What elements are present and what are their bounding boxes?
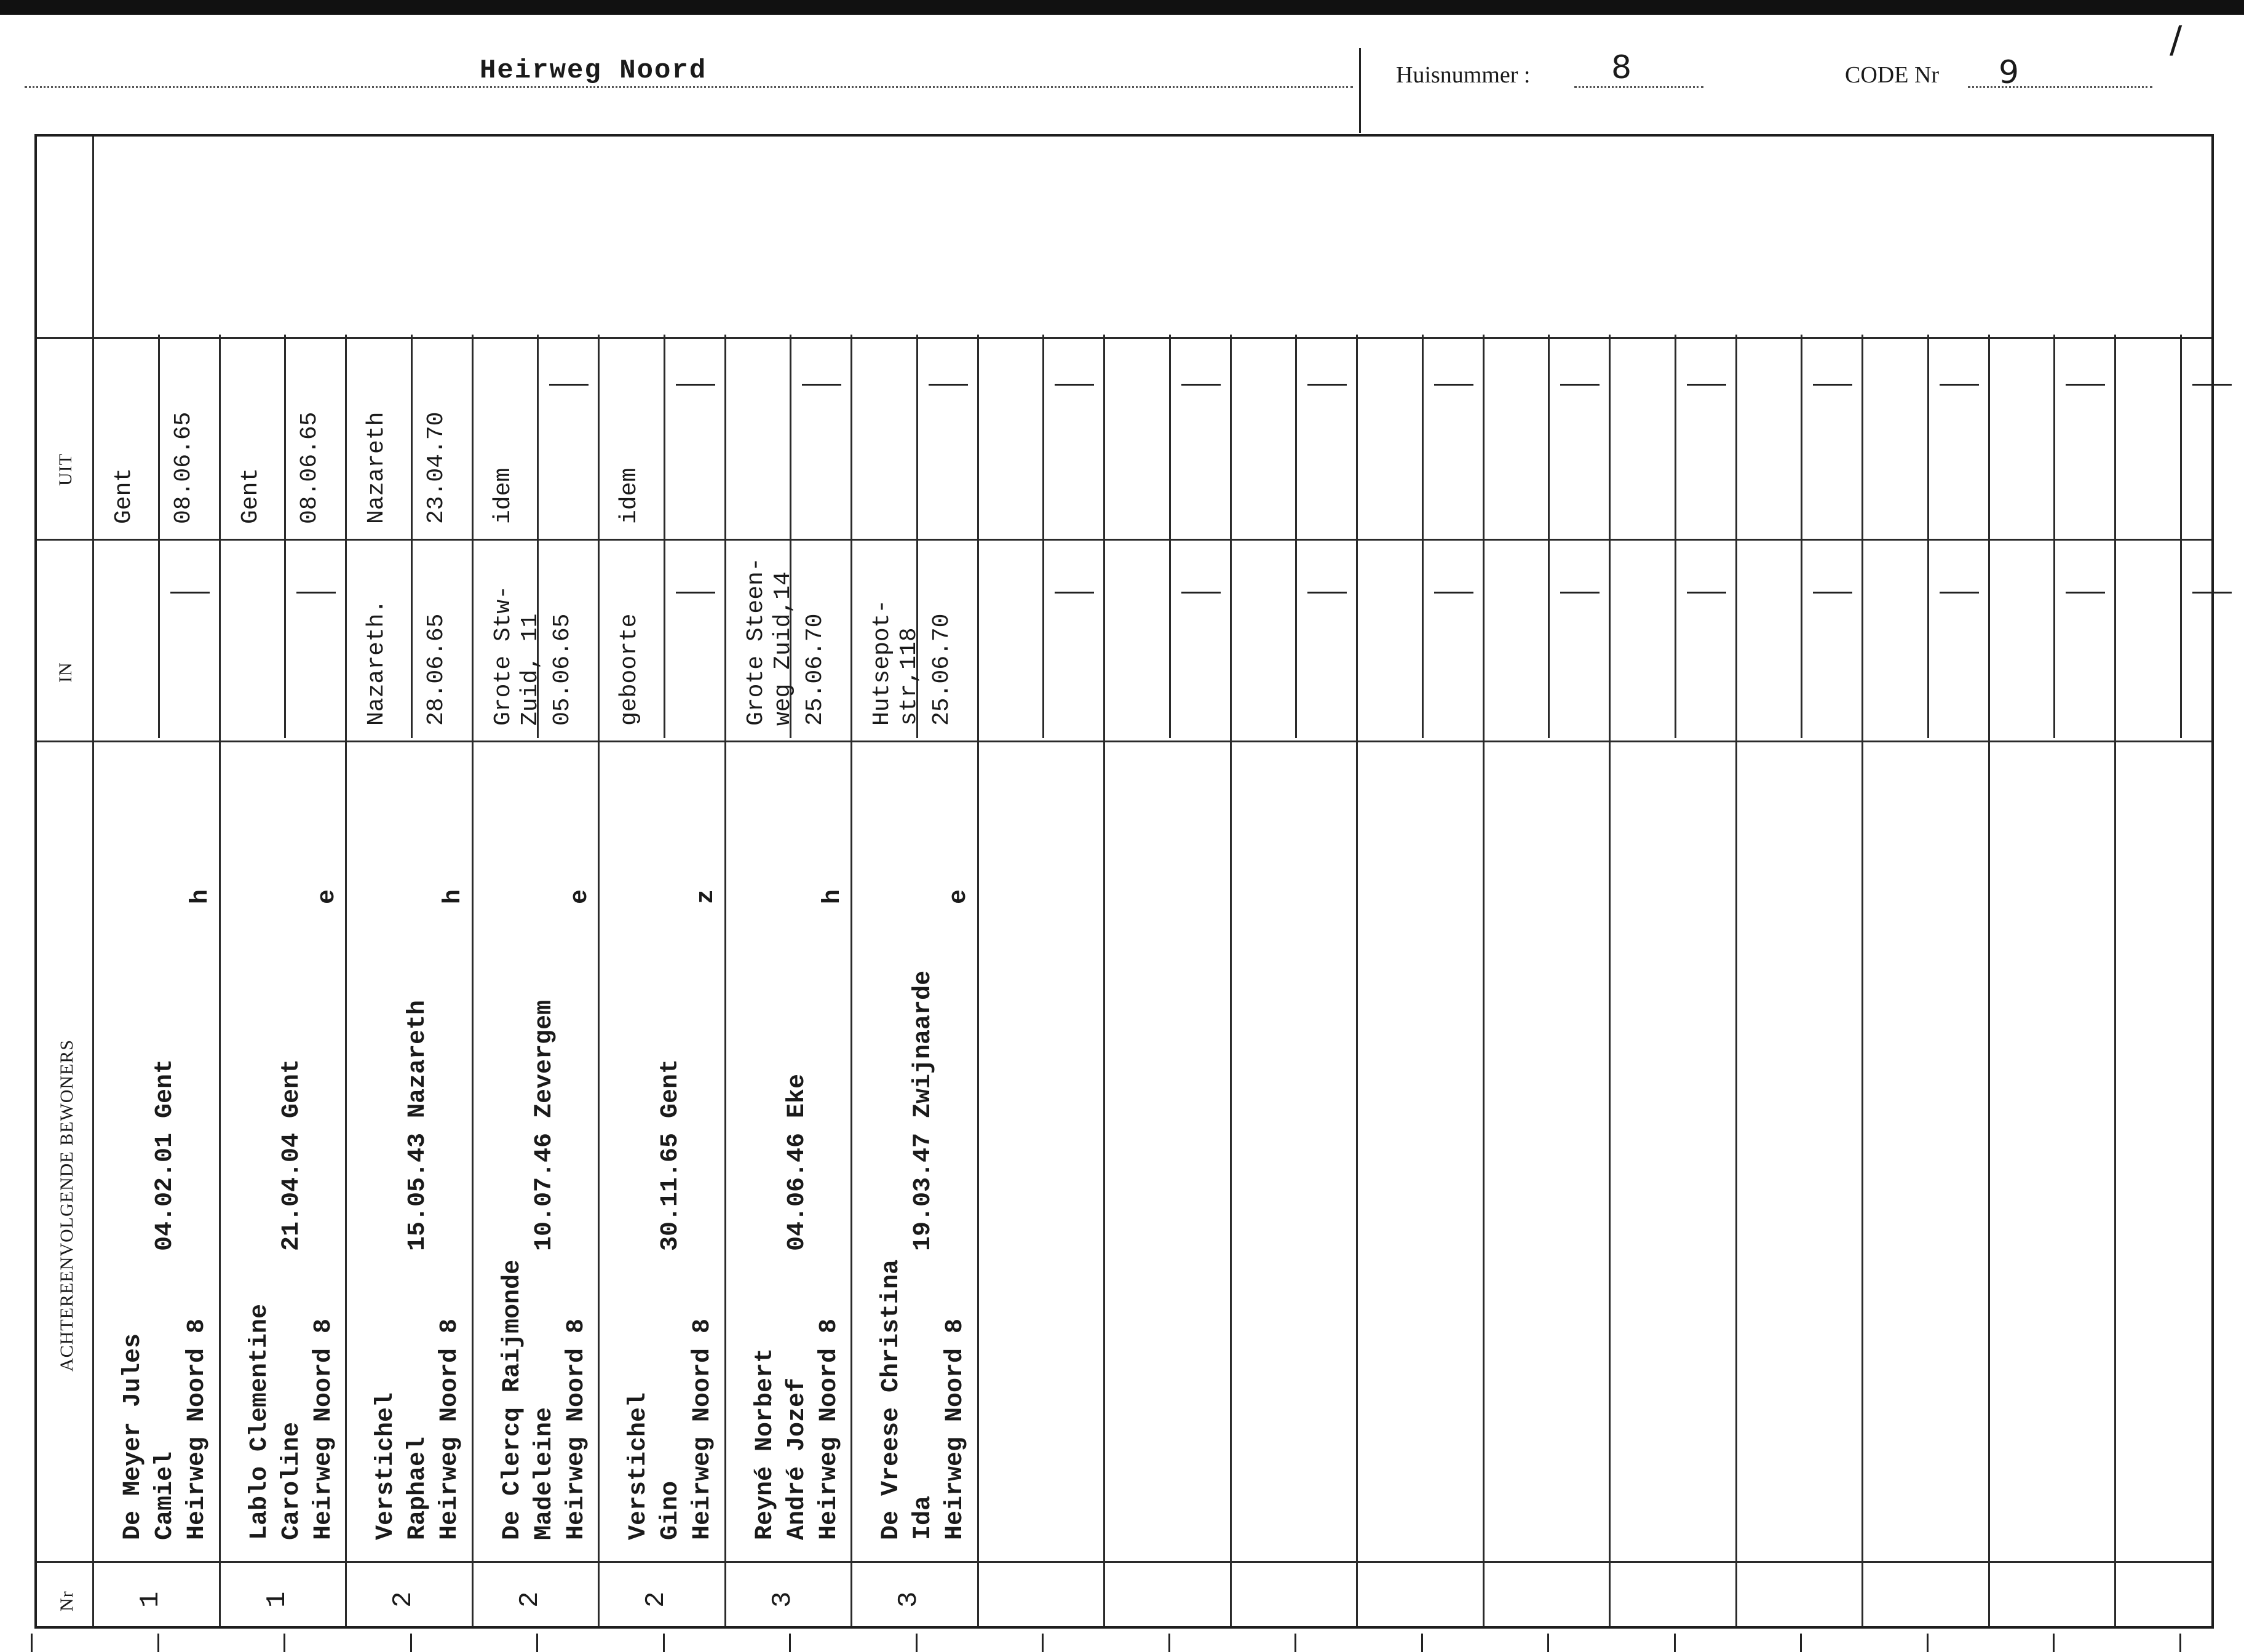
- bottom-tick: [2179, 1634, 2181, 1652]
- date-subcolumn-divider: [1801, 335, 1802, 738]
- bottom-tick: [1800, 1634, 1802, 1652]
- resident-firstname: Camiel: [151, 1451, 179, 1540]
- uit-empty-dash: [1181, 384, 1221, 386]
- bottom-tick: [1168, 1634, 1170, 1652]
- uit-empty-dash: [2066, 384, 2105, 386]
- uit-empty-dash: [1687, 384, 1726, 386]
- column-divider: [1103, 335, 1105, 1626]
- code-label: CODE Nr: [1845, 62, 1940, 88]
- resident-name: Verstichel: [372, 1392, 400, 1540]
- column-divider: [472, 335, 474, 1626]
- entry-number: 3: [767, 1591, 798, 1608]
- in-empty-dash: [1813, 592, 1852, 594]
- header-divider: [1359, 48, 1361, 133]
- street-name: Heirweg Noord: [480, 55, 707, 86]
- resident-mark: h: [819, 889, 847, 904]
- in-empty-dash: [676, 592, 715, 594]
- entry-number: 2: [514, 1591, 545, 1608]
- in-origin: Zuid, 11: [517, 613, 544, 726]
- resident-mark: e: [566, 889, 594, 904]
- bottom-tick: [1674, 1634, 1676, 1652]
- in-empty-dash: [1940, 592, 1979, 594]
- column-divider: [2114, 335, 2116, 1626]
- resident-mark: e: [945, 889, 973, 904]
- in-origin: Grote Steen-: [742, 557, 769, 726]
- date-subcolumn-divider: [284, 335, 286, 738]
- date-subcolumn-divider: [2053, 335, 2055, 738]
- uit-empty-dash: [1560, 384, 1600, 386]
- entry-number: 2: [388, 1591, 419, 1608]
- column-divider: [1988, 335, 1990, 1626]
- bottom-tick: [1927, 1634, 1929, 1652]
- in-empty-dash: [2192, 592, 2232, 594]
- entry-number: 2: [641, 1591, 672, 1608]
- date-subcolumn-divider: [1295, 335, 1297, 738]
- code-dotted-line: [1968, 86, 2152, 88]
- in-date: 05.06.65: [549, 613, 576, 726]
- resident-mark: e: [313, 889, 341, 904]
- resident-address: Heirweg Noord 8: [689, 1318, 716, 1540]
- uit-destination: Gent: [237, 467, 264, 524]
- resident-birth: 10.07.46 Zevergem: [530, 999, 558, 1251]
- in-empty-dash: [1307, 592, 1347, 594]
- in-empty-dash: [296, 592, 336, 594]
- resident-firstname: Ida: [910, 1495, 937, 1540]
- bottom-tick: [663, 1634, 665, 1652]
- column-divider: [724, 335, 726, 1626]
- resident-address: Heirweg Noord 8: [436, 1318, 464, 1540]
- in-empty-dash: [1687, 592, 1726, 594]
- date-subcolumn-divider: [664, 335, 665, 738]
- date-subcolumn-divider: [1675, 335, 1676, 738]
- huisnummer-dotted-line: [1574, 86, 1703, 88]
- bottom-tick: [1042, 1634, 1044, 1652]
- entry-number: 1: [261, 1591, 293, 1608]
- column-divider: [850, 335, 852, 1626]
- uit-date: 08.06.65: [296, 411, 323, 524]
- huisnummer-label: Huisnummer :: [1396, 62, 1531, 88]
- in-origin: Hutsepot-: [869, 599, 895, 726]
- column-divider: [1861, 335, 1863, 1626]
- column-divider: [977, 335, 979, 1626]
- column-divider: [1735, 335, 1737, 1626]
- uit-date: 23.04.70: [422, 411, 450, 524]
- bottom-tick: [1294, 1634, 1296, 1652]
- resident-name: Verstichel: [625, 1392, 652, 1540]
- bottom-tick: [410, 1634, 412, 1652]
- date-subcolumn-divider: [2180, 335, 2182, 738]
- in-empty-dash: [1055, 592, 1094, 594]
- resident-name: Reyné Norbert: [751, 1348, 779, 1540]
- in-origin: str,118: [896, 627, 922, 726]
- resident-name: De Clercq Raijmonde: [498, 1259, 526, 1540]
- column-divider: [1356, 335, 1358, 1626]
- in-empty-dash: [170, 592, 210, 594]
- bottom-tick: [283, 1634, 285, 1652]
- column-divider: [219, 335, 221, 1626]
- bottom-tick: [157, 1634, 159, 1652]
- entry-number: 3: [894, 1591, 924, 1608]
- uit-empty-dash: [1055, 384, 1094, 386]
- resident-birth: 21.04.04 Gent: [277, 1058, 306, 1251]
- resident-firstname: Gino: [657, 1480, 684, 1540]
- uit-date: 08.06.65: [170, 411, 197, 524]
- uit-label: UIT: [55, 453, 76, 486]
- resident-firstname: Raphael: [404, 1436, 432, 1540]
- in-date: 25.06.70: [928, 613, 955, 726]
- in-origin: Grote Stw-: [490, 585, 517, 726]
- resident-mark: h: [440, 889, 467, 904]
- bottom-tick: [31, 1634, 33, 1652]
- date-subcolumn-divider: [1169, 335, 1171, 738]
- date-subcolumn-divider: [158, 335, 160, 738]
- scan-top-edge: [0, 0, 2244, 15]
- column-divider: [1609, 335, 1611, 1626]
- in-label: IN: [55, 662, 76, 683]
- label-column-divider: [92, 137, 94, 1626]
- resident-address: Heirweg Noord 8: [562, 1318, 590, 1540]
- resident-birth: 04.06.46 Eke: [783, 1073, 811, 1251]
- resident-name: De Vreese Christina: [878, 1259, 905, 1540]
- uit-destination: idem: [490, 467, 517, 524]
- uit-destination: Gent: [111, 467, 137, 524]
- in-empty-dash: [1434, 592, 1473, 594]
- resident-birth: 04.02.01 Gent: [151, 1058, 179, 1251]
- column-divider: [598, 335, 600, 1626]
- street-dotted-line: [25, 86, 1353, 88]
- date-subcolumn-divider: [411, 335, 413, 738]
- resident-firstname: Madeleine: [530, 1407, 558, 1540]
- uit-empty-dash: [1434, 384, 1473, 386]
- in-origin: Nazareth.: [363, 599, 390, 726]
- resident-mark: z: [692, 889, 720, 904]
- resident-address: Heirweg Noord 8: [942, 1318, 969, 1540]
- uit-empty-dash: [1813, 384, 1852, 386]
- bottom-tick: [536, 1634, 538, 1652]
- resident-name: De Meyer Jules: [119, 1333, 147, 1540]
- residents-register-table: [34, 134, 2214, 1629]
- uit-empty-dash: [1307, 384, 1347, 386]
- uit-in-line: [37, 539, 2211, 541]
- date-subcolumn-divider: [1042, 335, 1044, 738]
- nr-label: Nr: [57, 1590, 77, 1611]
- bottom-tick: [1547, 1634, 1549, 1652]
- in-origin: geboorte: [616, 613, 643, 726]
- in-origin: weg Zuid,14: [769, 571, 796, 726]
- uit-empty-dash: [676, 384, 715, 386]
- date-subcolumn-divider: [1422, 335, 1424, 738]
- column-divider: [1483, 335, 1485, 1626]
- in-date: 25.06.70: [802, 613, 829, 726]
- date-subcolumn-divider: [1548, 335, 1550, 738]
- resident-birth: 19.03.47 Zwijnaarde: [910, 970, 937, 1251]
- date-subcolumn-divider: [1927, 335, 1929, 738]
- resident-mark: h: [187, 889, 215, 904]
- entry-number: 1: [135, 1591, 166, 1608]
- bewoners-nr-line: [37, 1561, 2211, 1563]
- uit-destination: idem: [616, 467, 643, 524]
- uit-empty-dash: [2192, 384, 2232, 386]
- uit-empty-dash: [802, 384, 841, 386]
- uit-empty-dash: [549, 384, 589, 386]
- bewoners-label: ACHTEREENVOLGENDE BEWONERS: [57, 1039, 77, 1372]
- in-date: 28.06.65: [422, 613, 450, 726]
- in-empty-dash: [1560, 592, 1600, 594]
- resident-address: Heirweg Noord 8: [309, 1318, 338, 1540]
- corner-mark: /: [2170, 18, 2183, 62]
- bottom-tick: [916, 1634, 918, 1652]
- in-empty-dash: [1181, 592, 1221, 594]
- label-top-line: [37, 337, 92, 339]
- code-value: 9: [1999, 54, 2020, 91]
- resident-name: Lablo Clementine: [245, 1303, 274, 1540]
- resident-birth: 15.05.43 Nazareth: [404, 999, 432, 1251]
- column-divider: [345, 335, 347, 1626]
- resident-address: Heirweg Noord 8: [815, 1318, 843, 1540]
- resident-firstname: Caroline: [277, 1421, 306, 1540]
- uit-empty-dash: [929, 384, 968, 386]
- in-empty-dash: [2066, 592, 2105, 594]
- uit-destination: Nazareth: [363, 411, 390, 524]
- column-divider: [1230, 335, 1232, 1626]
- bottom-tick: [2053, 1634, 2055, 1652]
- bottom-tick: [1421, 1634, 1423, 1652]
- uit-empty-dash: [1940, 384, 1979, 386]
- in-bewoners-line: [37, 741, 2211, 742]
- resident-birth: 30.11.65 Gent: [657, 1058, 684, 1251]
- resident-address: Heirweg Noord 8: [183, 1318, 211, 1540]
- resident-firstname: André Jozef: [783, 1377, 811, 1540]
- bottom-tick: [789, 1634, 791, 1652]
- huisnummer-value: 8: [1611, 49, 1632, 86]
